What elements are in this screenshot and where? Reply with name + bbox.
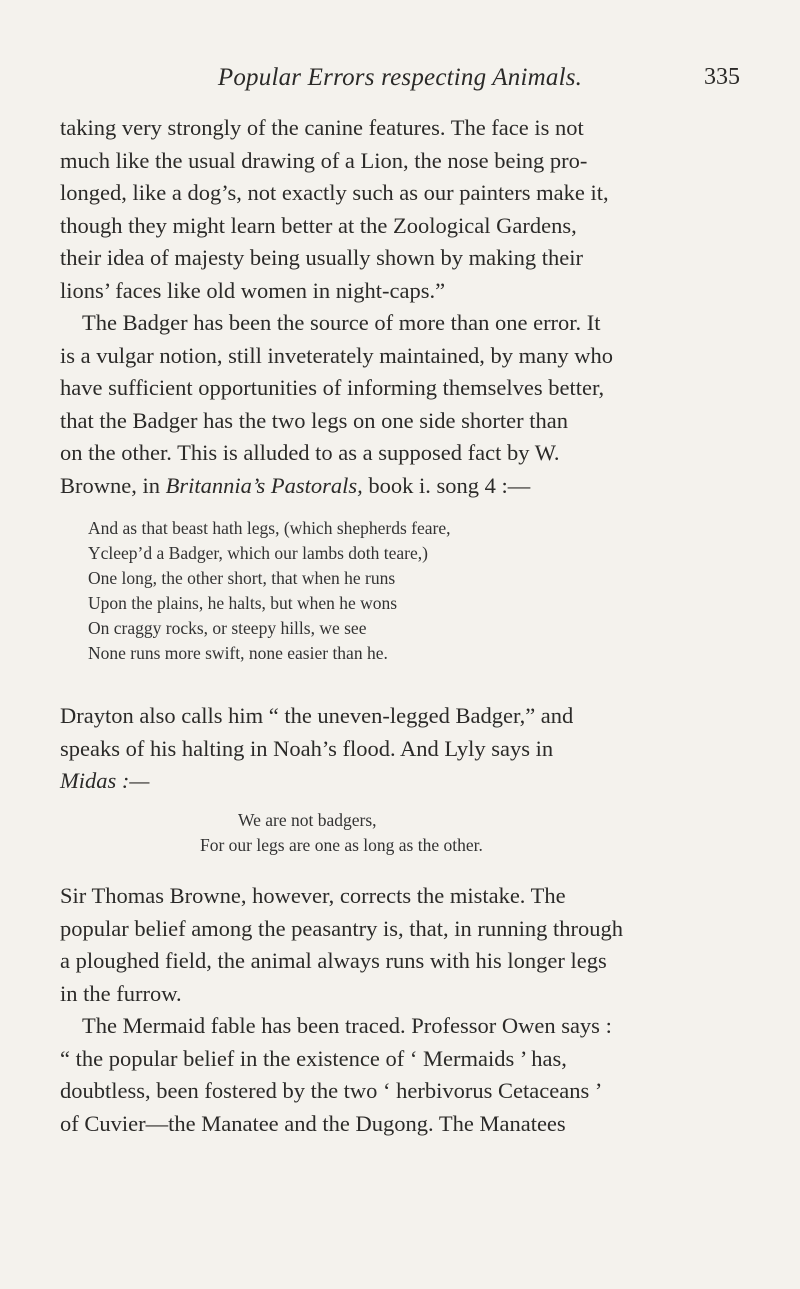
verse-line: Upon the plains, he halts, but when he wons <box>88 593 398 613</box>
text-line: that the Badger has the two legs on one side shorter than <box>60 407 568 433</box>
verse-line: We are not badgers, <box>238 810 377 830</box>
text-line: a ploughed field, the animal always runs with his longer legs <box>60 948 607 974</box>
text-line: Midas :— <box>60 768 150 794</box>
text-line: of Cuvier—the Manatee and the Dugong. The Manatees <box>60 1110 566 1136</box>
text-line: on the other. This is alluded to as a supposed fact by W. <box>60 440 560 466</box>
text-line: “ the popular belief in the existence of ‘ Mermaids ’ has, <box>60 1045 567 1071</box>
text-run: Browne, in <box>60 472 166 498</box>
running-title: Popular Errors respecting Animals. <box>217 64 583 91</box>
paragraph-4 <box>60 880 740 1010</box>
text-line: taking very strongly of the canine features. The face is not <box>60 115 584 140</box>
book-title: Britannia’s Pastorals, <box>165 472 363 498</box>
text-line <box>60 470 740 503</box>
text-line: popular belief among the peasantry is, that, in running through <box>60 915 623 941</box>
text-line: The Badger has been the source of more than one error. It <box>82 310 601 335</box>
verse-quotation-1 <box>88 516 451 666</box>
text-line: speaks of his halting in Noah’s flood. And Lyly says in <box>60 735 554 761</box>
text-line: is a vulgar notion, still inveterately maintained, by many who <box>60 342 614 368</box>
verse-line: And as that beast hath legs, (which shepherds feare, <box>88 518 451 538</box>
verse-line: For our legs are one as long as the other. <box>200 835 483 855</box>
paragraph-3 <box>60 700 740 798</box>
paragraph-5 <box>60 1010 740 1140</box>
text-line: longed, like a dog’s, not exactly such as our painters make it, <box>60 180 609 206</box>
text-line: lions’ faces like old women in night-caps.” <box>60 277 446 303</box>
paragraph-1 <box>60 112 740 308</box>
verse-quotation-2 <box>200 808 483 858</box>
text-line: Sir Thomas Browne, however, corrects the mistake. The <box>60 883 566 908</box>
text-line: doubtless, been fostered by the two ‘ herbivorus Cetaceans ’ <box>60 1078 603 1104</box>
verse-line: One long, the other short, that when he runs <box>88 568 396 588</box>
paragraph-2 <box>60 307 740 503</box>
text-line: The Mermaid fable has been traced. Professor Owen says : <box>82 1013 612 1038</box>
text-line: Drayton also calls him “ the uneven-legged Badger,” and <box>60 703 574 728</box>
text-line: much like the usual drawing of a Lion, the nose being pro- <box>60 147 588 173</box>
page-number: 335 <box>704 64 740 90</box>
verse-line: Ycleep’d a Badger, which our lambs doth teare,) <box>88 543 428 563</box>
text-line: their idea of majesty being usually shown by making their <box>60 245 584 271</box>
page-header <box>60 64 740 98</box>
text-run: book i. song 4 :— <box>362 472 531 498</box>
text-line: though they might learn better at the Zoological Gardens, <box>60 212 577 238</box>
verse-line: On craggy rocks, or steepy hills, we see <box>88 618 367 638</box>
verse-line: None runs more swift, none easier than he. <box>88 643 388 663</box>
text-line: in the furrow. <box>60 980 182 1006</box>
text-line: have sufficient opportunities of informing themselves better, <box>60 375 605 401</box>
